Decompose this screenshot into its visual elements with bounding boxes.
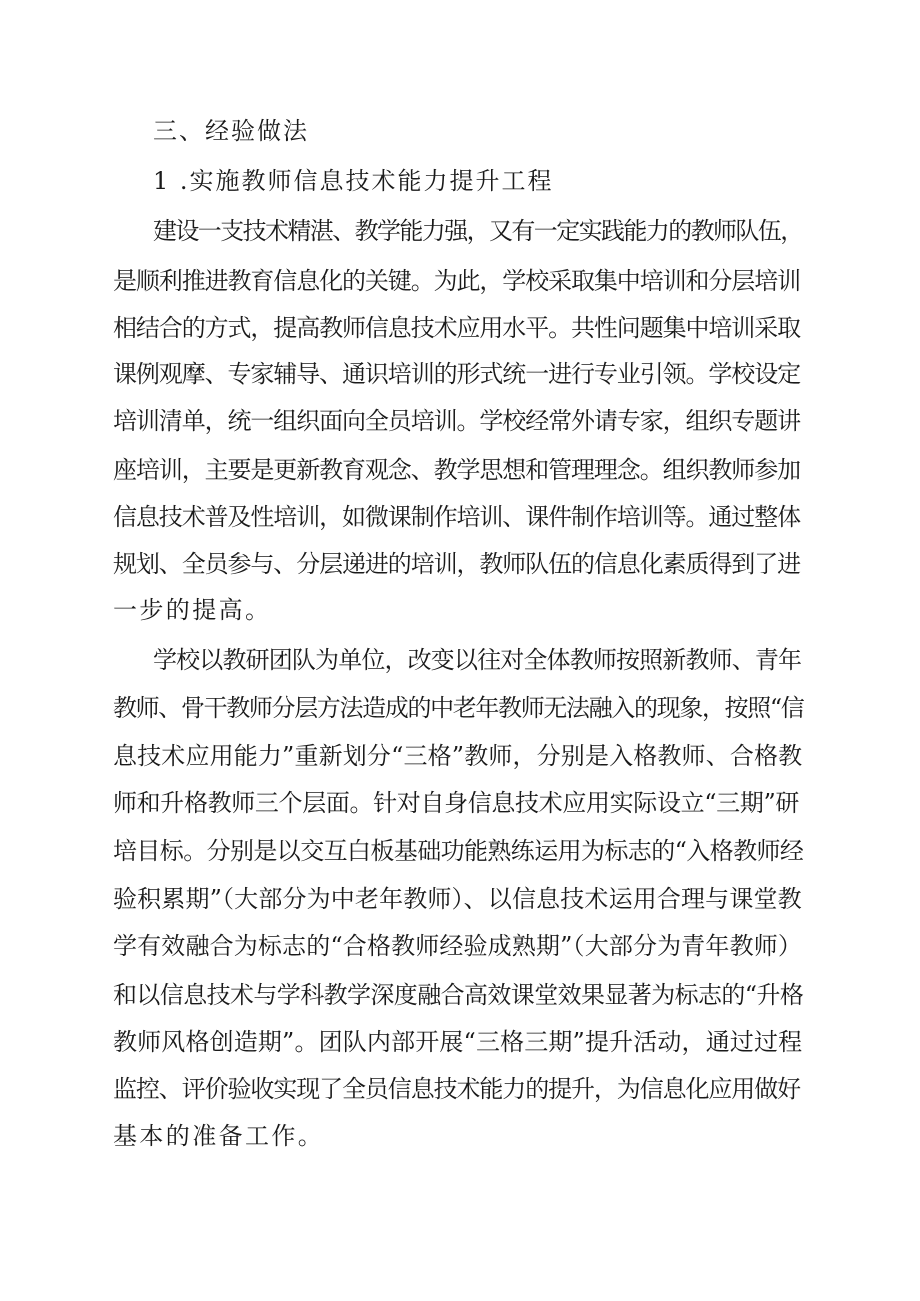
paragraph-line: 学校以教研团队为单位，改变以往对全体教师按照新教师、青年 bbox=[153, 646, 802, 674]
paragraph-line: 师和升格教师三个层面。针对自身信息技术应用实际设立“三期”研 bbox=[113, 789, 800, 817]
paragraph-line: 验积累期”（大部分为中老年教师）、以信息技术运用合理与课堂教 bbox=[113, 885, 802, 913]
paragraph-line: 教师风格创造期”。团队内部开展“三格三期”提升活动，通过过程 bbox=[113, 1028, 803, 1056]
paragraph-line: 监控、评价验收实现了全员信息技术能力的提升，为信息化应用做好 bbox=[113, 1075, 800, 1103]
paragraph-line: 息技术应用能力”重新划分“三格”教师，分别是入格教师、合格教 bbox=[113, 742, 803, 770]
paragraph-line: 学有效融合为标志的“合格教师经验成熟期”（大部分为青年教师） bbox=[113, 932, 803, 960]
subheading: 1 .实施教师信息技术能力提升工程 bbox=[153, 167, 554, 195]
paragraph-line: 培目标。分别是以交互白板基础功能熟练运用为标志的“入格教师经 bbox=[113, 837, 804, 865]
section-heading: 三、经验做法 bbox=[153, 117, 309, 145]
paragraph-line: 规划、全员参与、分层递进的培训，教师队伍的信息化素质得到了进 bbox=[113, 550, 800, 578]
paragraph-line: 相结合的方式，提高教师信息技术应用水平。共性问题集中培训采取 bbox=[113, 314, 800, 342]
paragraph-line: 座培训，主要是更新教育观念、教学思想和管理理念。组织教师参加 bbox=[113, 456, 800, 484]
paragraph-line: 是顺利推进教育信息化的关键。为此，学校采取集中培训和分层培训 bbox=[113, 267, 800, 295]
paragraph-line: 培训清单，统一组织面向全员培训。学校经常外请专家，组织专题讲 bbox=[113, 407, 800, 435]
paragraph-line: 基本的准备工作。 bbox=[113, 1122, 325, 1150]
paragraph-line: 教师、骨干教师分层方法造成的中老年教师无法融入的现象，按照“信 bbox=[113, 694, 804, 722]
paragraph-line: 和以信息技术与学科教学深度融合高效课堂效果显著为标志的“升格 bbox=[113, 981, 804, 1009]
paragraph-line: 建设一支技术精湛、教学能力强，又有一定实践能力的教师队伍， bbox=[153, 217, 803, 245]
paragraph-line: 一步的提高。 bbox=[113, 596, 272, 624]
paragraph-line: 信息技术普及性培训，如微课制作培训、课件制作培训等。通过整体 bbox=[113, 503, 800, 531]
paragraph-line: 课例观摩、专家辅导、通识培训的形式统一进行专业引领。学校设定 bbox=[113, 360, 800, 388]
